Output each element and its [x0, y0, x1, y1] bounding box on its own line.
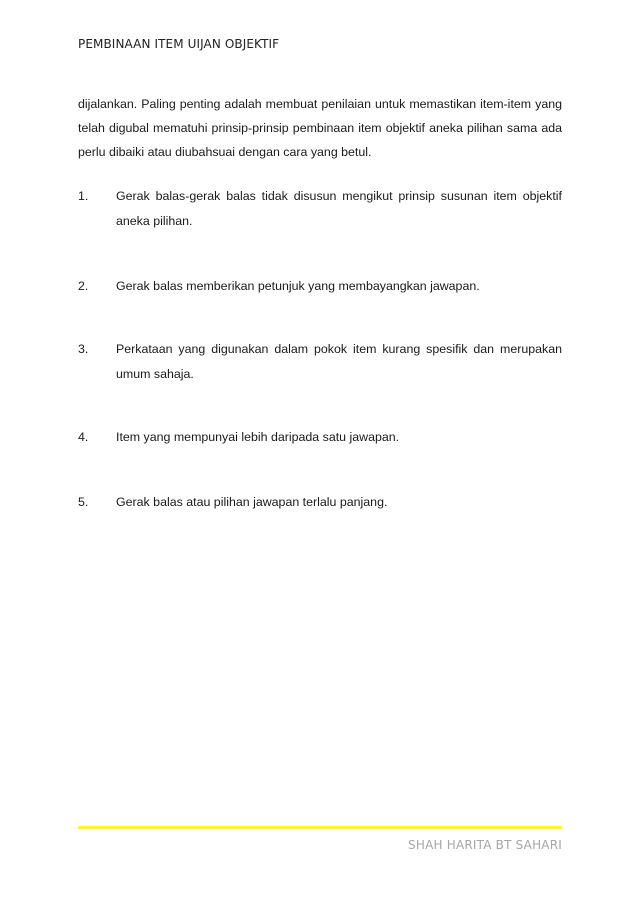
intro-paragraph: dijalankan. Paling penting adalah membuat penilaian untuk memastikan item-item yang telah digubal mematuhi prinsip-prinsip pembinaan item objektif aneka pilihan sama ada perlu dibaiki atau diubahsuai dengan cara yang betul.: [78, 97, 562, 159]
list-item: [78, 337, 562, 387]
list-item: [78, 274, 562, 299]
list-item-number: 1.: [78, 189, 89, 203]
list-item: [78, 184, 562, 234]
list-item: [78, 490, 562, 515]
list-item-text: Gerak balas-gerak balas tidak disusun mengikut prinsip susunan item objektif aneka pilihan.: [116, 189, 562, 228]
page-header-title: PEMBINAAN ITEM UIJAN OBJEKTIF: [78, 37, 280, 51]
list-item-number: 5.: [78, 495, 89, 509]
list-item-text: Gerak balas memberikan petunjuk yang membayangkan jawapan.: [116, 279, 480, 293]
list-item-text: Item yang mempunyai lebih daripada satu jawapan.: [116, 430, 400, 444]
footer-divider: [78, 826, 562, 829]
footer-author: SHAH HARITA BT SAHARI: [408, 838, 562, 852]
list-item-number: 2.: [78, 279, 89, 293]
list-item-number: 4.: [78, 430, 89, 444]
list-item-text: Perkataan yang digunakan dalam pokok item kurang spesifik dan merupakan umum sahaja.: [116, 342, 562, 381]
list-item: [78, 425, 562, 450]
list-item-text: Gerak balas atau pilihan jawapan terlalu panjang.: [116, 495, 388, 509]
list-item-number: 3.: [78, 342, 89, 356]
